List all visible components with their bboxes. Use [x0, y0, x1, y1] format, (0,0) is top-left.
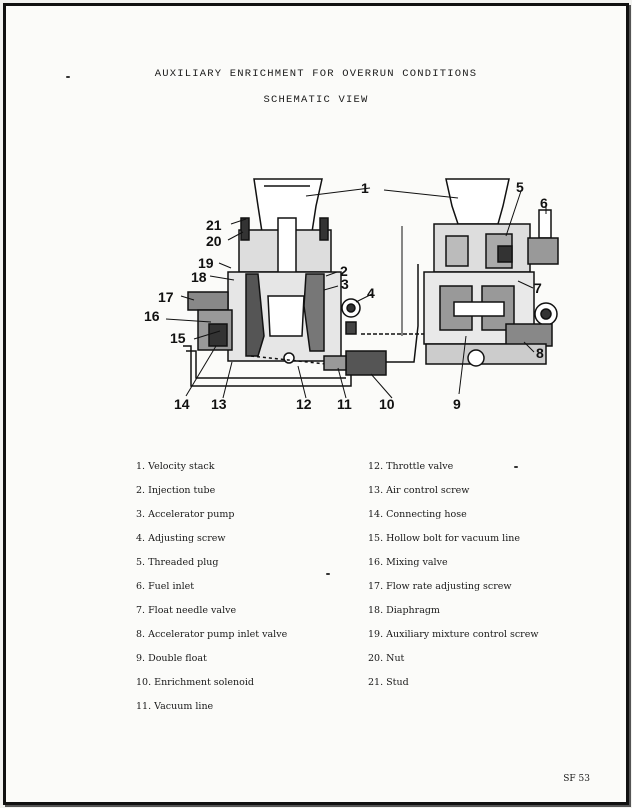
callout-6: 6 [540, 195, 548, 211]
callout-15: 15 [170, 330, 186, 346]
callout-11: 11 [337, 396, 352, 412]
legend-item: 7. Float needle valve [136, 605, 237, 616]
right-carburetor-view [424, 179, 558, 366]
callout-17: 17 [158, 289, 174, 305]
document-page [3, 3, 629, 805]
legend-item: 8. Accelerator pump inlet valve [136, 629, 288, 640]
callout-21: 21 [206, 217, 222, 233]
page-subtitle: SCHEMATIC VIEW [263, 94, 369, 106]
page-footer-code: SF 53 [563, 774, 590, 784]
callout-7: 7 [534, 280, 542, 296]
page-title: AUXILIARY ENRICHMENT FOR OVERRUN CONDITIONS [154, 68, 478, 80]
callout-8: 8 [536, 345, 544, 361]
legend-item: 20. Nut [368, 653, 405, 664]
legend-item: 6. Fuel inlet [136, 581, 195, 592]
legend-item: 19. Auxiliary mixture control screw [368, 629, 539, 640]
callout-13: 13 [211, 396, 227, 412]
callout-20: 20 [206, 233, 222, 249]
callout-2: 2 [340, 263, 348, 279]
legend-item: 1. Velocity stack [136, 461, 215, 472]
legend-item: 14. Connecting hose [368, 509, 467, 520]
callout-10: 10 [379, 396, 395, 412]
callout-14: 14 [174, 396, 190, 412]
legend-item: 9. Double float [136, 653, 207, 664]
legend-item: 10. Enrichment solenoid [136, 677, 254, 688]
legend-item: 17. Flow rate adjusting screw [368, 581, 512, 592]
legend-item: 13. Air control screw [368, 485, 470, 496]
left-carburetor-section [183, 179, 446, 386]
legend-item: 2. Injection tube [136, 485, 216, 496]
callout-9: 9 [453, 396, 461, 412]
legend-item: 18. Diaphragm [368, 605, 440, 616]
scan-speck [326, 573, 330, 575]
legend-item: 4. Adjusting screw [136, 533, 226, 544]
callout-5: 5 [516, 179, 524, 195]
carburetor-schematic [6, 6, 626, 426]
legend-item: 3. Accelerator pump [136, 509, 235, 520]
callout-12: 12 [296, 396, 312, 412]
scan-speck [514, 466, 518, 468]
legend-item: 16. Mixing valve [368, 557, 448, 568]
legend-item: 11. Vacuum line [136, 701, 214, 712]
callout-3: 3 [341, 276, 349, 292]
legend-item: 15. Hollow bolt for vacuum line [368, 533, 520, 544]
callout-4: 4 [367, 285, 375, 301]
callout-16: 16 [144, 308, 160, 324]
callout-1: 1 [361, 180, 369, 196]
legend-item: 12. Throttle valve [368, 461, 454, 472]
legend-item: 21. Stud [368, 677, 409, 688]
callout-19: 19 [198, 255, 214, 271]
callout-18: 18 [191, 269, 207, 285]
legend-item: 5. Threaded plug [136, 557, 219, 568]
